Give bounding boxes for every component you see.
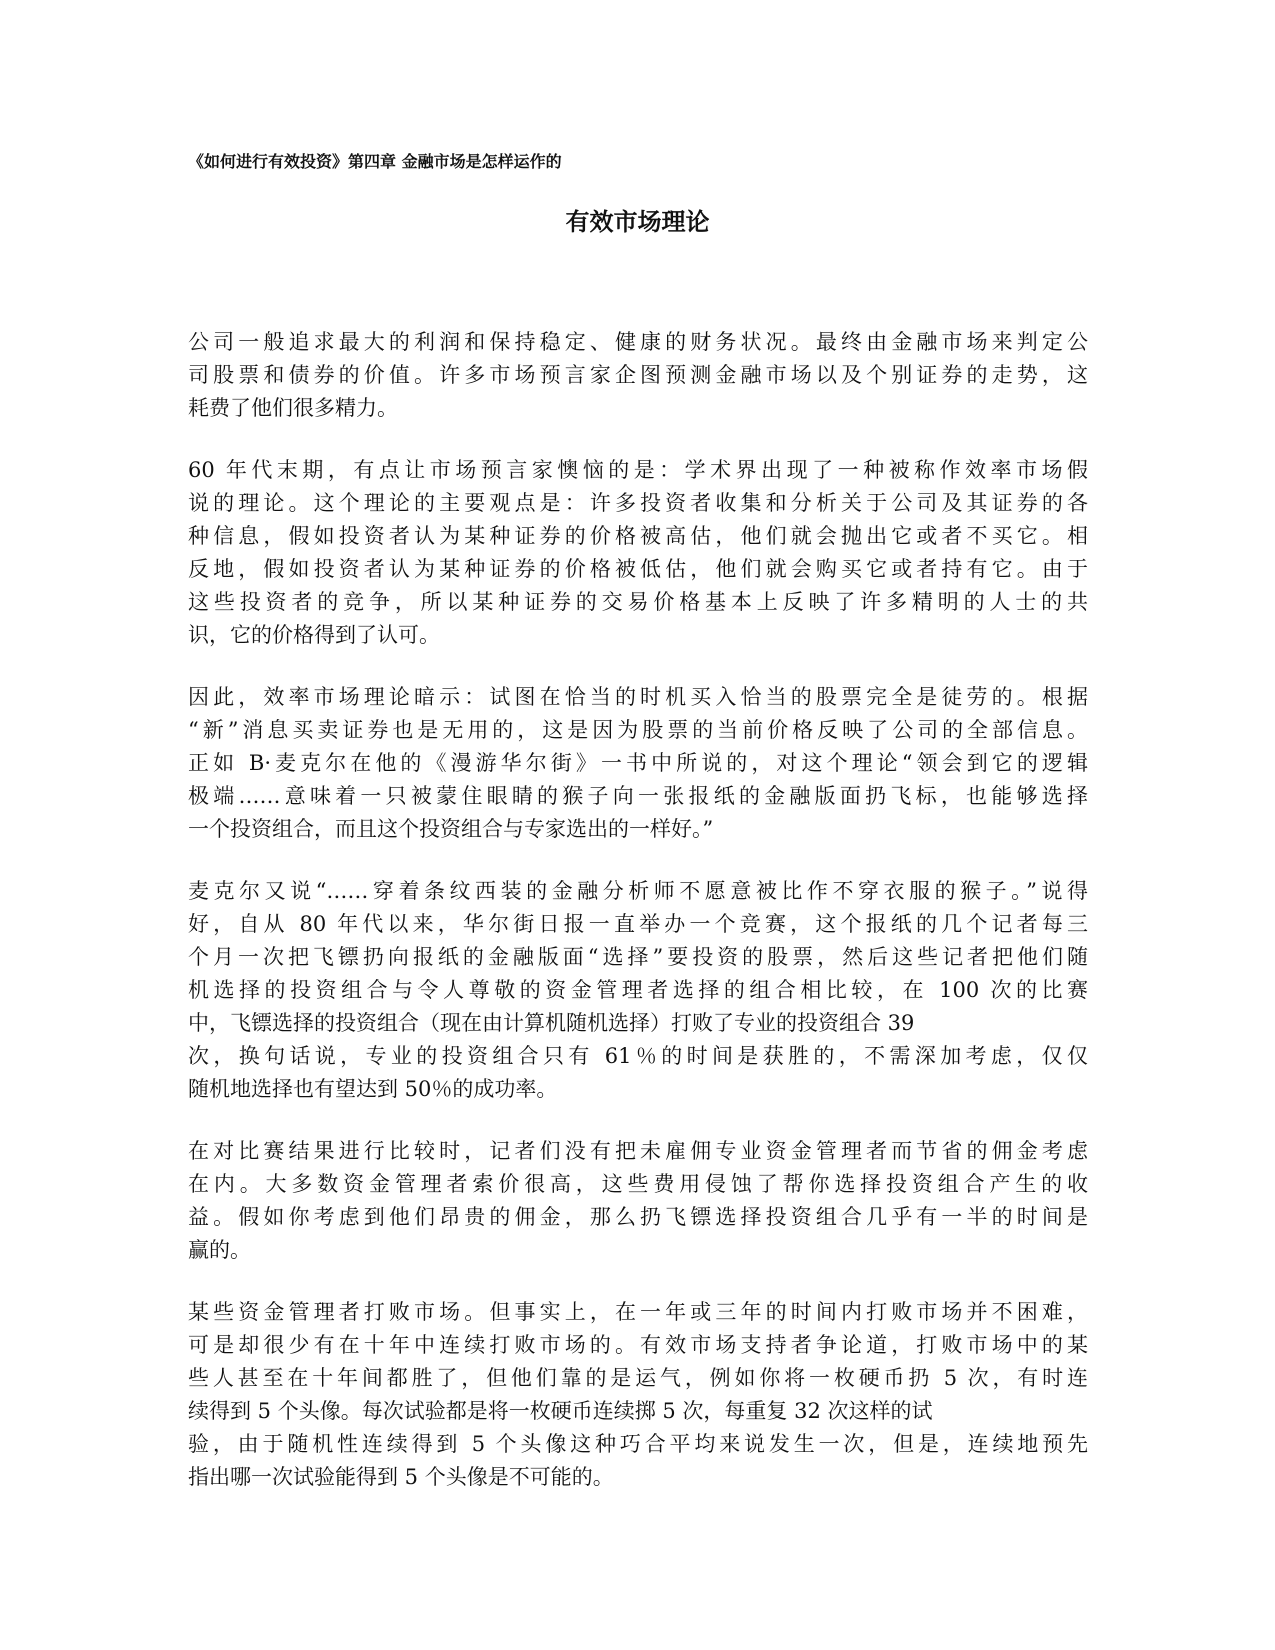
text-line: 赢的。 bbox=[188, 1238, 251, 1262]
text-line: 反地，假如投资者认为某种证券的价格被低估，他们就会购买它或者持有它。由于 bbox=[188, 557, 1088, 581]
text-line: 续得到 5 个头像。每次试验都是将一枚硬币连续掷 5 次，每重复 32 次这样的试 bbox=[188, 1399, 933, 1423]
text-line: 说的理论。这个理论的主要观点是：许多投资者收集和分析关于公司及其证券的各 bbox=[188, 491, 1088, 515]
text-line: 些人甚至在十年间都胜了，但他们靠的是运气，例如你将一枚硬币扔 5 次，有时连 bbox=[188, 1366, 1088, 1390]
text-line: 60 年代末期，有点让市场预言家懊恼的是：学术界出现了一种被称作效率市场假 bbox=[188, 458, 1088, 482]
chapter-header: 《如何进行有效投资》第四章 金融市场是怎样运作的 bbox=[188, 152, 562, 171]
text-line: 因此，效率市场理论暗示：试图在恰当的时机买入恰当的股票完全是徒劳的。根据 bbox=[188, 685, 1088, 709]
text-line: 耗费了他们很多精力。 bbox=[188, 396, 398, 420]
text-line: 中，飞镖选择的投资组合（现在由计算机随机选择）打败了专业的投资组合 39 bbox=[188, 1011, 915, 1035]
text-line: 这些投资者的竞争，所以某种证券的交易价格基本上反映了许多精明的人士的共 bbox=[188, 590, 1088, 614]
text-line: 在对比赛结果进行比较时，记者们没有把未雇佣专业资金管理者而节省的佣金考虑 bbox=[188, 1139, 1088, 1163]
page-title: 有效市场理论 bbox=[565, 208, 710, 236]
document-body bbox=[188, 326, 1088, 1523]
paragraph-4 bbox=[188, 875, 1088, 1106]
paragraph-1 bbox=[188, 326, 1088, 425]
paragraph-6 bbox=[188, 1296, 1088, 1494]
text-line: 在内。大多数资金管理者索价很高，这些费用侵蚀了帮你选择投资组合产生的收 bbox=[188, 1172, 1088, 1196]
text-line: 机选择的投资组合与令人尊敬的资金管理者选择的组合相比较，在 100 次的比赛 bbox=[188, 978, 1088, 1002]
text-line: 可是却很少有在十年中连续打败市场的。有效市场支持者争论道，打败市场中的某 bbox=[188, 1333, 1088, 1357]
text-line: 益。假如你考虑到他们昂贵的佣金，那么扔飞镖选择投资组合几乎有一半的时间是 bbox=[188, 1205, 1088, 1229]
text-line: 极端……意味着一只被蒙住眼睛的猴子向一张报纸的金融版面扔飞标，也能够选择 bbox=[188, 784, 1088, 808]
text-line: 一个投资组合，而且这个投资组合与专家选出的一样好。” bbox=[188, 817, 714, 841]
text-line: 某些资金管理者打败市场。但事实上，在一年或三年的时间内打败市场并不困难， bbox=[188, 1300, 1088, 1324]
text-line: 公司一般追求最大的利润和保持稳定、健康的财务状况。最终由金融市场来判定公 bbox=[188, 330, 1088, 354]
paragraph-3 bbox=[188, 681, 1088, 846]
paragraph-5 bbox=[188, 1135, 1088, 1267]
text-line: 司股票和债券的价值。许多市场预言家企图预测金融市场以及个别证券的走势，这 bbox=[188, 363, 1088, 387]
text-line: 个月一次把飞镖扔向报纸的金融版面“选择”要投资的股票，然后这些记者把他们随 bbox=[188, 945, 1088, 969]
text-line: 指出哪一次试验能得到 5 个头像是不可能的。 bbox=[188, 1465, 614, 1489]
text-line: 次，换句话说，专业的投资组合只有 61％的时间是获胜的，不需深加考虑，仅仅 bbox=[188, 1044, 1088, 1068]
text-line: 随机地选择也有望达到 50％的成功率。 bbox=[188, 1077, 558, 1101]
text-line: 种信息，假如投资者认为某种证券的价格被高估，他们就会抛出它或者不买它。相 bbox=[188, 524, 1088, 548]
text-line: 麦克尔又说“……穿着条纹西装的金融分析师不愿意被比作不穿衣服的猴子。”说得 bbox=[188, 879, 1088, 903]
text-line: “新”消息买卖证券也是无用的，这是因为股票的当前价格反映了公司的全部信息。 bbox=[188, 718, 1088, 742]
text-line: 正如 B·麦克尔在他的《漫游华尔街》一书中所说的，对这个理论“领会到它的逻辑 bbox=[188, 751, 1088, 775]
text-line: 验，由于随机性连续得到 5 个头像这种巧合平均来说发生一次，但是，连续地预先 bbox=[188, 1432, 1088, 1456]
text-line: 识，它的价格得到了认可。 bbox=[188, 623, 440, 647]
paragraph-2 bbox=[188, 454, 1088, 652]
text-line: 好，自从 80 年代以来，华尔街日报一直举办一个竞赛，这个报纸的几个记者每三 bbox=[188, 912, 1088, 936]
